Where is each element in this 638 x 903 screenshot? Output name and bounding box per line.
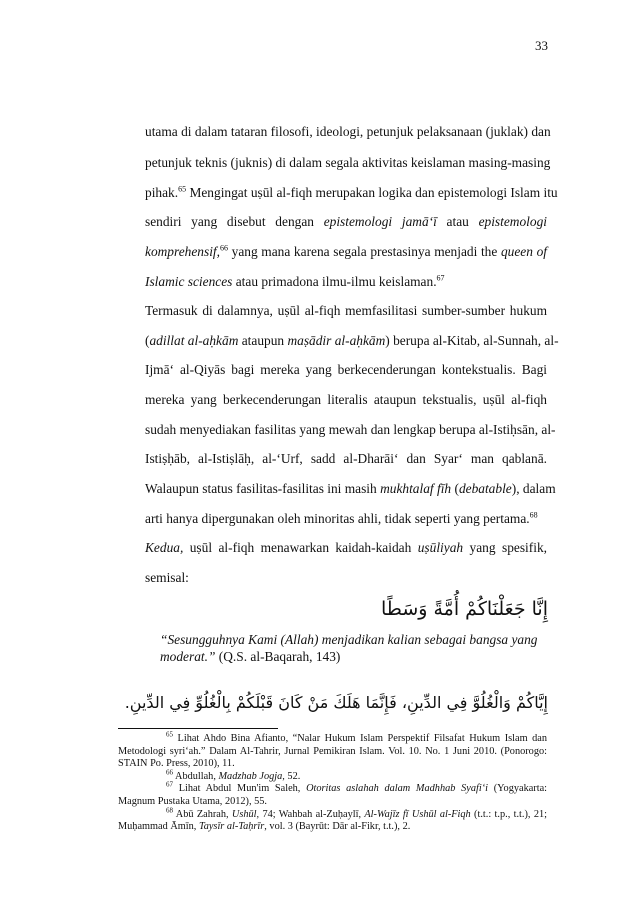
body-line: sendiri yang disebut dengan epistemologi jamā‘ī atau epistemologi	[145, 214, 548, 229]
footnote-ref[interactable]: 68	[529, 510, 538, 520]
body-line: Walaupun status fasilitas-fasilitas ini masih mukhtalaf fīh (debatable), dalam	[145, 481, 556, 496]
footnote-divider	[118, 728, 278, 729]
body-line: (adillat al-aḥkām ataupun maṣādir al-aḥkām) berupa al-Kitab, al-Sunnah, al-	[145, 333, 559, 348]
footnote-67: $^{67}$ Lihat Abdul Mun'im Saleh, Otoritas aslahah dalam Madhhab Syafi‘i (Yogyakarta: Magnum Pustaka Utama, 2012), 55.	[118, 780, 548, 807]
footnote-66: $^{66}$ Abdullah, Madzhab Jogja, 52.	[166, 768, 301, 782]
footnote-ref[interactable]: 65	[178, 184, 187, 194]
body-line: semisal:	[145, 570, 189, 585]
footnote-65: $^{65}$ Lihat Ahdo Bina Afianto, “Nalar Hukum Islam Perspektif Filsafat Hukum Islam dan Metodologi syri‘ah.” Dalam Al-Tahrir, Jurnal Pemikiran Islam. Vol. 10. No. 1 Juni 2010. (Ponorogo: STAIN Po. Press, 2010), 11.	[118, 730, 547, 770]
body-line: utama di dalam tataran filosofi, ideologi, petunjuk pelaksanaan (juklak) dan	[145, 124, 551, 139]
arabic-hadith: إِيَّاكُمْ وَالْغُلُوَّ فِي الدِّينِ، فَإِنَّمَا هَلَكَ مَنْ كَانَ قَبْلَكُمْ بِالْغُلُوِّ فِي الدِّينِ.	[124, 693, 548, 712]
body-line: Ijmā‘ al-Qiyās bagi mereka yang berkecenderungan kontekstualis. Bagi	[145, 362, 547, 377]
verse-translation: “Sesungguhnya Kami (Allah) menjadikan kalian sebagai bangsa yang moderat.” (Q.S. al-Baqarah, 143)	[160, 632, 538, 664]
body-line: Istiṣḥāb, al-Istiṣlāḥ, al-‘Urf, sadd al-Dharāi‘ dan Syar‘ man qablanā.	[145, 451, 547, 466]
body-line: petunjuk teknis (juknis) di dalam segala aktivitas keislaman masing-masing	[145, 155, 551, 170]
body-line: pihak.$^{65}$ Mengingat uṣūl al-fiqh merupakan logika dan epistemologi Islam itu	[145, 184, 558, 200]
body-line: sudah menyediakan fasilitas yang mewah dan lengkap berupa al-Istiḥsān, al-	[145, 422, 556, 437]
footnote-68: $^{68}$ Abū Zahrah, Ushūl, 74; Wahbah al-Zuḥaylī, Al-Wajīz fī Ushūl al-Fiqh (t.t.: t.p., t.t.), 21; Muḥammad Āmīn, Taysīr al-Taḥrīr, vol. 3 (Bayrūt: Dār al-Fikr, t.t.), 2.	[118, 806, 547, 833]
footnote-ref[interactable]: 66	[220, 243, 228, 253]
footnote-ref[interactable]: 67	[436, 273, 445, 283]
page-number: 33	[535, 38, 548, 53]
footnotes	[118, 730, 548, 834]
body-line: komprehensif,$^{66}$ yang mana karena segala prestasinya menjadi the queen of	[145, 243, 547, 259]
arabic-verse: إِنَّا جَعَلْنَاكُمْ أُمَّةً وَسَطًا	[380, 598, 548, 620]
body-line: Kedua, uṣūl al-fiqh menawarkan kaidah-kaidah uṣūliyah yang spesifik,	[145, 540, 547, 555]
body-line: Termasuk di dalamnya, uṣūl al-fiqh memfasilitasi sumber-sumber hukum	[145, 303, 547, 318]
body-line: Islamic sciences atau primadona ilmu-ilmu keislaman.$^{67}$	[145, 273, 445, 289]
body-line: mereka yang berkecenderungan literalis ataupun tekstualis, uṣūl al-fiqh	[145, 392, 547, 407]
body-line: arti hanya dipergunakan oleh minoritas ahli, tidak seperti yang pertama.$^{68}$	[145, 510, 538, 526]
